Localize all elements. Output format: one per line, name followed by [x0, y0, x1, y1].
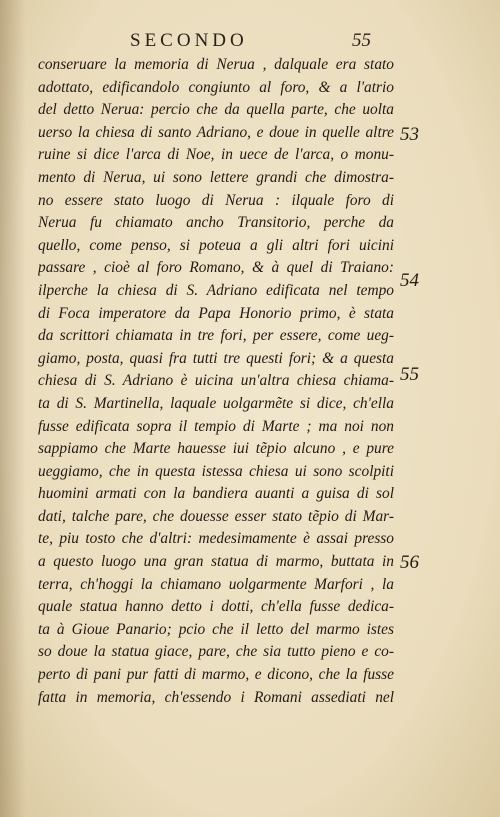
text-line: conseruare la memoria di Nerua , dalquale era stato — [38, 56, 394, 73]
text-line: ilperche la chiesa di S. Adriano edificata nel tempo — [38, 281, 394, 299]
text-line: fatta in memoria, ch'essendo i Romani assediati nel — [38, 688, 394, 706]
text-line: passare , cioè al foro Romano, & à quel di Traiano: — [38, 259, 394, 277]
text-line: mento di Nerua, ui sono lettere grandi che dimostra- — [38, 168, 394, 186]
text-line: terra, ch'hoggi la chiamano uolgarmente Marfori , la — [38, 575, 394, 593]
text-line: a questo luogo una gran statua di marmo, buttata in — [38, 553, 394, 571]
text-line: Nerua fu chiamato ancho Transitorio, perche da — [38, 214, 394, 232]
page-number: 55 — [352, 30, 371, 51]
text-line: giamo, posta, quasi fra tutti tre questi fori; & a questa — [38, 349, 394, 367]
text-line: ta à Gioue Panario; pcio che il letto del marmo istes — [38, 620, 394, 638]
text-line: ruine si dice l'arca di Noe, in uece de l'arca, o monu- — [38, 146, 394, 164]
text-line: uerso la chiesa di santo Adriano, e doue in quelle altre — [38, 123, 394, 141]
running-head: SECONDO — [130, 30, 248, 51]
marginal-number: 55 — [400, 364, 419, 385]
text-line: huomini armati con la bandiera auanti a guisa di sol — [38, 485, 394, 503]
text-line: adottato, edificandolo congiunto al foro, & a l'atrio — [38, 78, 394, 96]
body-text — [38, 54, 394, 709]
text-line: perto di pani pur fatti di marmo, e dicono, che la fusse — [38, 666, 394, 684]
text-line: fusse edificata sopra il tempio di Marte ; ma noi non — [38, 417, 394, 435]
page-header — [0, 30, 500, 54]
text-line: no essere stato luogo di Nerua : ilquale foro di — [38, 191, 394, 209]
text-line: te, piu tosto che d'altri: medesimamente è assai presso — [38, 530, 394, 548]
text-line: chiesa di S. Adriano è uicina un'altra chiesa chiama- — [38, 372, 394, 390]
text-line: da scrittori chiamata in tre fori, per essere, come ueg- — [38, 327, 394, 345]
text-line: di Foca imperatore da Papa Honorio primo, è stata — [38, 304, 394, 322]
marginal-number: 54 — [400, 270, 419, 291]
text-line: so doue la statua giace, pare, che sia tutto pieno e co- — [38, 643, 394, 661]
text-line: dati, talche pare, che douesse esser stato tẽpio di Mar- — [38, 507, 394, 525]
text-line: ueggiamo, che in questa istessa chiesa ui sono scolpiti — [38, 462, 394, 480]
text-line: quale statua hanno detto i dotti, ch'ella fusse dedica- — [38, 598, 394, 616]
marginal-number: 53 — [400, 124, 419, 145]
binding-gutter-shadow — [0, 0, 26, 817]
marginal-number: 56 — [400, 552, 419, 573]
text-line: quello, come penso, si poteua a gli altri fori uicini — [38, 236, 394, 254]
text-line: sappiamo che Marte hauesse iui tẽpio alcuno , e pure — [38, 440, 394, 458]
text-line: ta di S. Martinella, laquale uolgarmẽte si dice, ch'ella — [38, 394, 394, 412]
text-line: del detto Nerua: percio che da quella parte, che uolta — [38, 101, 394, 119]
